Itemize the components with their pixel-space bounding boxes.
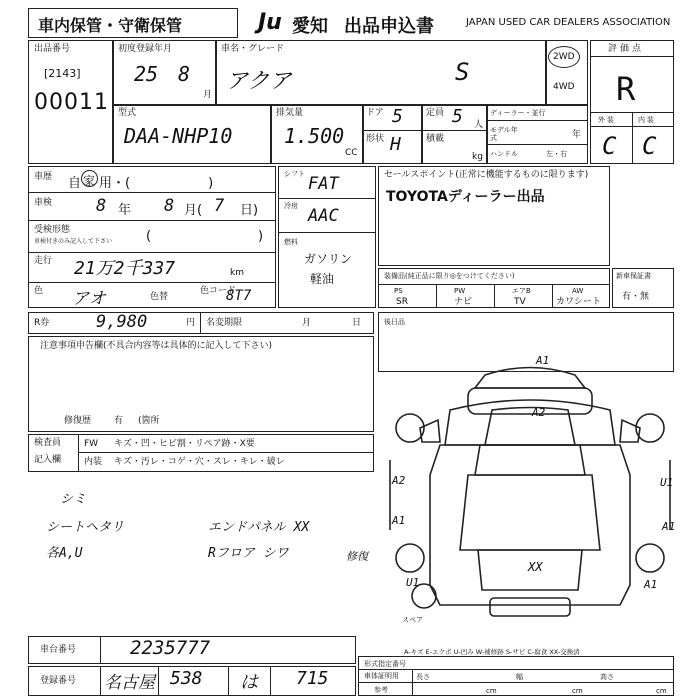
capacity-unit: 人	[474, 120, 484, 130]
dim-height: 高さ	[600, 673, 614, 681]
warranty-options: 有・無	[622, 292, 650, 302]
sales-point-value: TOYOTAディーラー出品	[386, 189, 545, 205]
mileage-value: 21万2千337	[74, 258, 176, 279]
model-name: アクア	[226, 69, 292, 94]
capacity-value: 5	[452, 106, 463, 127]
equip-code-1: PS	[394, 287, 403, 295]
inspector-label-2: 記入欄	[34, 455, 62, 465]
model-year-label: モデル年式	[490, 126, 518, 142]
shaken-month-unit: 月(	[184, 203, 203, 218]
shaken-year-unit: 年	[118, 203, 132, 218]
mileage-label: 走行	[34, 256, 53, 266]
warranty-label: 新車保証書	[616, 272, 651, 280]
car-damage-diagram	[380, 350, 680, 640]
lot-bracket: [2143]	[44, 67, 81, 80]
model-grade: S	[455, 58, 470, 86]
sales-point-frame	[378, 166, 610, 266]
registration-year: 25	[134, 62, 159, 86]
hw-note-repair: 修復	[346, 550, 368, 563]
notes-label: 注意事項申告欄(不具合内容等は具体的に記入して下さい)	[40, 341, 273, 351]
handle-label: ハンドル	[490, 150, 518, 158]
shaken-label: 車検	[34, 198, 53, 208]
hw-note-each: 各A,U	[46, 546, 83, 561]
type-value: DAA-NHP10	[124, 124, 233, 148]
fuel-label: 燃料	[284, 238, 298, 246]
type-label: 型式	[118, 108, 137, 118]
model-label: 車名・グレード	[221, 44, 285, 54]
equip-item-navi: ナビ	[454, 297, 473, 307]
spare-label: スペア	[402, 616, 423, 624]
inspector-row1-head: FW	[84, 439, 99, 449]
dim-label-2: 車体証明用	[364, 672, 399, 680]
shape-value: H	[390, 134, 401, 155]
dim-cm-2: cm	[572, 687, 583, 695]
equip-code-4: AW	[572, 287, 584, 295]
cc-unit: CC	[345, 148, 358, 158]
form-title: 出品申込書	[344, 16, 434, 37]
drive-2wd: 2WD	[553, 52, 575, 62]
mark-u1-rear-left: U1	[406, 576, 420, 589]
plate-region: 名古屋	[104, 673, 155, 693]
history-label: 車歴	[34, 172, 53, 182]
branch-name: 愛知	[292, 16, 328, 37]
hw-note-stain: シミ	[60, 492, 87, 507]
mark-a1-right: A1	[662, 520, 676, 533]
shaken-day-unit: 日)	[240, 203, 259, 218]
plate-class: 538	[170, 668, 203, 689]
shaken-month: 8	[164, 196, 175, 216]
interior-label: 内装	[638, 116, 656, 124]
color-code-label: 色コード	[200, 286, 237, 296]
receipt-label: 受検形態	[34, 225, 71, 235]
load-label: 積載	[426, 134, 445, 144]
shift-label: シフト	[284, 170, 305, 178]
deadline-day: 日	[352, 318, 362, 328]
load-unit: kg	[472, 152, 483, 162]
dim-cm-1: cm	[486, 687, 497, 695]
deadline-month: 月	[302, 318, 312, 328]
mark-a2-roof: A2	[532, 406, 546, 419]
equip-item-sr: SR	[396, 297, 408, 307]
sales-point-label: セールスポイント(正常に機能するものに限ります)	[384, 170, 589, 180]
receipt-sub: 車検付きのみ記入して下さい	[34, 238, 113, 245]
dim-cm-3: cm	[656, 687, 667, 695]
lot-number: 00011	[34, 90, 109, 115]
mark-u1-right: U1	[660, 476, 674, 489]
handle-options: 左・右	[546, 150, 567, 158]
color-code-value: 8T7	[226, 288, 252, 304]
equipment-label: 装備品(純正品に限り◎をつけてください)	[384, 272, 515, 280]
fuel-gas: ガソリン	[304, 252, 353, 266]
inspector-row2-items: キズ・汚レ・コゲ・穴・スレ・キレ・破レ	[114, 457, 285, 467]
damage-legend: A-キズ E-エクボ U-凹み W-補修跡 S-サビ C-腐食 XX-交換済	[404, 648, 580, 656]
plate-number: 715	[296, 668, 329, 689]
equip-code-3: エアB	[512, 287, 531, 295]
exterior-score: C	[602, 132, 617, 160]
deadline-label: 名変期限	[206, 318, 243, 328]
inspector-row1-items: キズ・凹・ヒビ割・リペア跡・X要	[114, 439, 255, 449]
hw-note-endpanel: エンドパネル XX	[208, 520, 310, 535]
drive-4wd: 4WD	[553, 82, 575, 92]
association-name: JAPAN USED CAR DEALERS ASSOCIATION	[466, 17, 671, 28]
ac-value: AAC	[308, 206, 339, 226]
dim-ref: 参考	[374, 686, 388, 694]
interior-score: C	[642, 132, 657, 160]
dealer-label: ディーラー・並行	[490, 109, 546, 117]
inspector-row2-head: 内装	[84, 457, 103, 467]
capacity-label: 定員	[426, 108, 445, 118]
score-value: R	[616, 70, 636, 108]
color-change-label: 色替	[150, 292, 169, 302]
mileage-unit: km	[230, 268, 244, 278]
score-label: 評価点	[608, 44, 645, 54]
ju-logo: Ju	[258, 10, 282, 35]
mark-xx-rear: XX	[528, 560, 543, 574]
registration-month-suffix: 月	[203, 90, 213, 100]
displacement-label: 排気量	[276, 108, 304, 118]
recycle-value: 9,980	[96, 312, 148, 332]
repair-location: (箇所	[138, 416, 160, 426]
chassis-label: 車台番号	[40, 645, 77, 655]
shaken-day: 7	[214, 196, 225, 216]
hw-note-floor: Rフロア シワ	[208, 546, 289, 561]
equip-item-tv: TV	[514, 297, 526, 307]
after-date-label: 後日品	[384, 318, 405, 326]
door-value: 5	[392, 106, 403, 127]
lot-label: 出品番号	[34, 44, 71, 54]
history-circled: 家	[83, 174, 96, 188]
plate-kana: は	[240, 672, 258, 693]
recycle-label: R券	[34, 318, 50, 328]
dim-width: 幅	[516, 673, 523, 681]
shape-label: 形状	[366, 134, 385, 144]
chassis-value: 2235777	[130, 637, 211, 659]
mark-a1-rear-right: A1	[644, 578, 658, 591]
exterior-label: 外装	[598, 116, 616, 124]
year-unit: 年	[572, 130, 582, 140]
mark-a2-left: A2	[392, 474, 406, 487]
ac-label: 冷房	[284, 202, 298, 210]
mark-a1-left: A1	[392, 514, 406, 527]
mark-a1-top: A1	[536, 354, 550, 367]
history-suffix: 用・( )	[99, 176, 214, 191]
registration-label: 初度登録年月	[118, 44, 173, 54]
shift-value: FAT	[308, 174, 339, 194]
dim-length: 長さ	[416, 673, 430, 681]
hw-note-seat: シートヘタリ	[46, 520, 125, 535]
history-prefix: 自	[68, 176, 82, 191]
displacement-value: 1.500	[284, 124, 345, 148]
repair-label: 修復歴	[64, 416, 92, 426]
storage-notice: 車内保管・守衛保管	[38, 16, 183, 35]
recycle-frame	[28, 312, 374, 334]
shaken-year: 8	[96, 196, 107, 216]
recycle-unit: 円	[186, 318, 196, 328]
fuel-diesel: 軽油	[310, 272, 335, 286]
equip-code-2: PW	[454, 287, 466, 295]
door-label: ドア	[366, 108, 384, 118]
repair-value: 有	[114, 416, 124, 426]
inspector-label-1: 検査員	[34, 438, 62, 448]
registration-month: 8	[178, 62, 191, 86]
equip-item-seat: カワシート	[556, 297, 602, 307]
plate-label: 登録番号	[40, 676, 77, 686]
color-value: アオ	[72, 289, 106, 309]
color-label: 色	[34, 286, 44, 296]
dim-label-1: 形式指定番号	[364, 660, 406, 668]
